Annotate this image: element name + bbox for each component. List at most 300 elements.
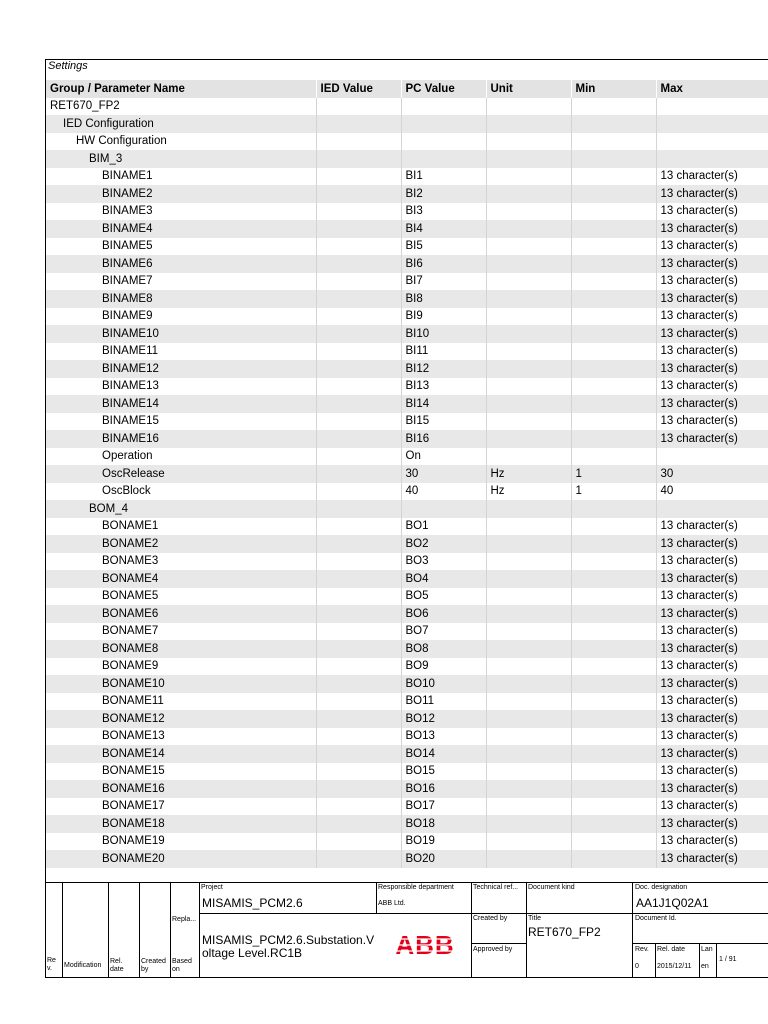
unit-cell (486, 430, 571, 448)
param-name-cell: BONAME12 (46, 710, 316, 728)
param-name-cell: BINAME4 (46, 220, 316, 238)
ied-value-cell (316, 343, 401, 361)
ied-value-cell (316, 605, 401, 623)
document-id-label: Document Id. (635, 915, 677, 922)
max-cell: 13 character(s) (656, 255, 768, 273)
max-cell: 13 character(s) (656, 640, 768, 658)
pc-value-cell: BO14 (401, 745, 486, 763)
min-cell (571, 588, 656, 606)
table-row (46, 360, 768, 378)
unit-cell (486, 588, 571, 606)
param-name-cell: IED Configuration (46, 115, 316, 133)
max-cell: 13 character(s) (660, 205, 738, 218)
max-cell: 13 character(s) (660, 240, 738, 253)
max-cell: 13 character(s) (660, 765, 738, 778)
unit-cell (486, 98, 571, 116)
min-cell (571, 308, 656, 326)
param-name-cell: BINAME14 (46, 395, 316, 413)
pc-value-cell (401, 98, 486, 116)
rel-date-value: 2015/12/11 (657, 963, 692, 970)
table-row (46, 623, 768, 641)
param-name-cell: BINAME16 (46, 430, 316, 448)
col-header-pc-value: PC Value (401, 80, 486, 98)
min-cell (571, 605, 656, 623)
pc-value-cell: BO4 (401, 570, 486, 588)
table-row (46, 115, 768, 133)
table-row (46, 588, 768, 606)
col-created-by-label: Created by (141, 958, 166, 973)
max-cell: 13 character(s) (660, 275, 738, 288)
min-cell (571, 325, 656, 343)
min-cell (571, 763, 656, 781)
ied-value-cell (316, 728, 401, 746)
unit-cell (486, 710, 571, 728)
max-cell: 13 character(s) (660, 590, 738, 603)
pc-value-cell: 30 (401, 465, 486, 483)
ied-value-cell (316, 675, 401, 693)
table-row (46, 728, 768, 746)
col-header-max: Max (656, 80, 768, 98)
unit-cell (486, 745, 571, 763)
max-cell (656, 500, 768, 518)
table-row (46, 98, 768, 116)
min-cell (571, 203, 656, 221)
max-cell: 13 character(s) (656, 220, 768, 238)
param-name-cell: BINAME8 (46, 290, 316, 308)
param-name-cell: BINAME10 (46, 325, 316, 343)
min-cell (571, 693, 656, 711)
param-name-cell: BONAME20 (46, 850, 316, 868)
ied-value-cell (316, 833, 401, 851)
pc-value-cell: BO11 (401, 693, 486, 711)
unit-cell (486, 308, 571, 326)
pc-value-cell: BI16 (401, 430, 486, 448)
max-cell (656, 133, 768, 151)
ied-value-cell (316, 98, 401, 116)
param-name-cell: BONAME10 (46, 675, 316, 693)
max-cell: 13 character(s) (660, 800, 738, 813)
min-cell (571, 728, 656, 746)
ied-value-cell (316, 570, 401, 588)
title-label: Title (528, 915, 541, 922)
min-cell (571, 98, 656, 116)
ied-value-cell (316, 430, 401, 448)
doc-designation-label: Doc. designation (635, 884, 688, 891)
pc-value-cell: BO2 (401, 535, 486, 553)
param-name-cell: BONAME1 (46, 518, 316, 536)
pc-value-cell: BI6 (401, 255, 486, 273)
table-row (46, 763, 768, 781)
min-cell (571, 220, 656, 238)
table-row (46, 570, 768, 588)
unit-cell (486, 675, 571, 693)
table-row (46, 500, 768, 518)
table-row (46, 378, 768, 396)
col-header-ied-value: IED Value (316, 80, 401, 98)
col-header-min: Min (571, 80, 656, 98)
table-row (46, 203, 768, 221)
unit-cell (486, 500, 571, 518)
min-cell (571, 798, 656, 816)
min-cell (571, 553, 656, 571)
param-name-cell: BINAME5 (46, 238, 316, 256)
min-cell (571, 185, 656, 203)
min-cell (571, 290, 656, 308)
pc-value-cell: BO8 (401, 640, 486, 658)
min-cell (571, 238, 656, 256)
unit-cell (486, 728, 571, 746)
max-cell: 13 character(s) (656, 570, 768, 588)
param-name-cell: BINAME2 (46, 185, 316, 203)
max-cell: 13 character(s) (660, 415, 738, 428)
min-cell (571, 115, 656, 133)
unit-cell (486, 693, 571, 711)
unit-cell (486, 115, 571, 133)
max-cell: 13 character(s) (656, 325, 768, 343)
table-row (46, 220, 768, 238)
pc-value-cell: BI11 (401, 343, 486, 361)
created-by-label: Created by (473, 915, 508, 922)
project-value: MISAMIS_PCM2.6 (202, 896, 303, 910)
table-row (46, 325, 768, 343)
ied-value-cell (316, 518, 401, 536)
pc-value-cell: BO3 (401, 553, 486, 571)
max-cell (656, 98, 768, 116)
table-row (46, 605, 768, 623)
max-cell: 13 character(s) (656, 850, 768, 868)
table-row (46, 850, 768, 868)
max-cell: 13 character(s) (656, 290, 768, 308)
ied-value-cell (316, 500, 401, 518)
pc-value-cell: BO10 (401, 675, 486, 693)
param-name-cell: BONAME11 (46, 693, 316, 711)
max-cell: 13 character(s) (656, 780, 768, 798)
param-name-cell: BINAME15 (46, 413, 316, 431)
unit-cell (486, 518, 571, 536)
min-cell (571, 570, 656, 588)
unit-cell: Hz (486, 483, 571, 501)
ied-value-cell (316, 553, 401, 571)
max-cell: 13 character(s) (656, 185, 768, 203)
pc-value-cell: BO5 (401, 588, 486, 606)
description-value: MISAMIS_PCM2.6.Substation.Voltage Level.RC1B (202, 933, 375, 960)
min-cell (571, 640, 656, 658)
pc-value-cell: BI9 (401, 308, 486, 326)
param-name-cell: BINAME3 (46, 203, 316, 221)
max-cell: 13 character(s) (656, 675, 768, 693)
unit-cell (486, 238, 571, 256)
table-row (46, 133, 768, 151)
max-cell: 13 character(s) (656, 605, 768, 623)
unit-cell (486, 360, 571, 378)
table-row (46, 640, 768, 658)
param-name-cell: BONAME9 (46, 658, 316, 676)
max-cell: 13 character(s) (656, 360, 768, 378)
max-cell: 13 character(s) (660, 730, 738, 743)
param-name-cell: BONAME2 (46, 535, 316, 553)
abb-logo-text: ABB (395, 930, 455, 960)
table-row (46, 553, 768, 571)
unit-cell (486, 833, 571, 851)
pc-value-cell: BO6 (401, 605, 486, 623)
max-cell: 13 character(s) (656, 815, 768, 833)
approved-by-label: Approved by (473, 946, 513, 953)
pc-value-cell (401, 500, 486, 518)
pc-value-cell: BO13 (401, 728, 486, 746)
ied-value-cell (316, 710, 401, 728)
table-row (46, 465, 768, 483)
table-row (46, 815, 768, 833)
unit-cell (486, 798, 571, 816)
unit-cell (486, 413, 571, 431)
unit-cell (486, 658, 571, 676)
table-row (46, 273, 768, 291)
max-cell: 13 character(s) (656, 395, 768, 413)
max-cell: 13 character(s) (656, 430, 768, 448)
pc-value-cell: BI10 (401, 325, 486, 343)
language-label: Lan (701, 946, 713, 953)
unit-cell (486, 535, 571, 553)
unit-cell (486, 448, 571, 466)
ied-value-cell (316, 378, 401, 396)
unit-cell (486, 220, 571, 238)
unit-cell (486, 203, 571, 221)
min-cell (571, 658, 656, 676)
unit-cell (486, 273, 571, 291)
ied-value-cell (316, 640, 401, 658)
responsible-department-value: ABB Ltd. (378, 900, 406, 907)
min-cell (571, 815, 656, 833)
col-rel-date-label: Rel. date (110, 958, 124, 973)
rev-label: Rev. (635, 946, 649, 953)
pc-value-cell: BI7 (401, 273, 486, 291)
min-cell (571, 500, 656, 518)
unit-cell (486, 133, 571, 151)
col-header-unit: Unit (486, 80, 571, 98)
pc-value-cell: BO20 (401, 850, 486, 868)
max-cell: 13 character(s) (660, 520, 738, 533)
ied-value-cell (316, 325, 401, 343)
ied-value-cell (316, 798, 401, 816)
pc-value-cell: BI12 (401, 360, 486, 378)
ied-value-cell (316, 220, 401, 238)
table-row (46, 413, 768, 431)
unit-cell (486, 343, 571, 361)
max-cell: 30 (656, 465, 768, 483)
max-cell: 40 (660, 485, 674, 498)
unit-cell (486, 763, 571, 781)
pc-value-cell: BI15 (401, 413, 486, 431)
ied-value-cell (316, 815, 401, 833)
ied-value-cell (316, 623, 401, 641)
ied-value-cell (316, 133, 401, 151)
param-name-cell: BONAME17 (46, 798, 316, 816)
unit-cell (486, 640, 571, 658)
param-name-cell: OscBlock (46, 483, 316, 501)
document-kind-label: Document kind (528, 884, 575, 891)
min-cell: 1 (571, 483, 656, 501)
pc-value-cell: BO12 (401, 710, 486, 728)
max-cell: 13 character(s) (660, 380, 738, 393)
table-row (46, 168, 768, 186)
ied-value-cell (316, 185, 401, 203)
col-header-name: Group / Parameter Name (46, 80, 316, 98)
table-row (46, 308, 768, 326)
ied-value-cell (316, 483, 401, 501)
technical-ref-label: Technical ref... (473, 884, 519, 891)
min-cell (571, 255, 656, 273)
min-cell (571, 273, 656, 291)
max-cell (656, 115, 768, 133)
min-cell (571, 833, 656, 851)
param-name-cell: BONAME13 (46, 728, 316, 746)
unit-cell (486, 378, 571, 396)
param-name-cell: BINAME9 (46, 308, 316, 326)
replaces-label: Repla... (172, 916, 197, 923)
responsible-department-label: Responsible department (378, 884, 454, 891)
min-cell (571, 710, 656, 728)
table-row (46, 780, 768, 798)
ied-value-cell (316, 535, 401, 553)
param-name-cell: BONAME14 (46, 745, 316, 763)
ied-value-cell (316, 693, 401, 711)
pc-value-cell: BI13 (401, 378, 486, 396)
unit-cell (486, 780, 571, 798)
parameter-table (46, 80, 768, 868)
pc-value-cell: BI14 (401, 395, 486, 413)
max-cell: 13 character(s) (656, 745, 768, 763)
min-cell (571, 378, 656, 396)
table-header-row (46, 80, 768, 98)
unit-cell (486, 290, 571, 308)
table-row (46, 448, 768, 466)
param-name-cell: BONAME18 (46, 815, 316, 833)
min-cell (571, 430, 656, 448)
min-cell (571, 413, 656, 431)
pc-value-cell: BI3 (401, 203, 486, 221)
max-cell: 13 character(s) (660, 310, 738, 323)
ied-value-cell (316, 168, 401, 186)
param-name-cell: BINAME13 (46, 378, 316, 396)
pc-value-cell: BI8 (401, 290, 486, 308)
table-row (46, 658, 768, 676)
table-row (46, 430, 768, 448)
param-name-cell: BONAME5 (46, 588, 316, 606)
param-name-cell: BONAME16 (46, 780, 316, 798)
rel-date-label: Rel. date (657, 946, 686, 953)
ied-value-cell (316, 395, 401, 413)
ied-value-cell (316, 115, 401, 133)
unit-cell (486, 815, 571, 833)
unit-cell (486, 150, 571, 168)
max-cell: 13 character(s) (660, 695, 738, 708)
param-name-cell: Operation (46, 448, 316, 466)
language-value: en (701, 963, 709, 970)
table-row (46, 255, 768, 273)
ied-value-cell (316, 745, 401, 763)
pc-value-cell (401, 115, 486, 133)
col-modification-label: Modification (64, 962, 102, 969)
param-name-cell: BINAME6 (46, 255, 316, 273)
table-row (46, 483, 768, 501)
unit-cell (486, 395, 571, 413)
min-cell (571, 360, 656, 378)
unit-cell (486, 570, 571, 588)
pc-value-cell: BO16 (401, 780, 486, 798)
min-cell (571, 395, 656, 413)
pc-value-cell: BI4 (401, 220, 486, 238)
param-name-cell: BINAME7 (46, 273, 316, 291)
ied-value-cell (316, 238, 401, 256)
min-cell (571, 448, 656, 466)
rev-value: 0 (635, 963, 639, 970)
unit-cell: Hz (486, 465, 571, 483)
param-name-cell: HW Configuration (46, 133, 316, 151)
unit-cell (486, 623, 571, 641)
min-cell (571, 343, 656, 361)
doc-designation-value: AA1J1Q02A1 (636, 896, 709, 910)
unit-cell (486, 605, 571, 623)
table-row (46, 290, 768, 308)
param-name-cell: RET670_FP2 (46, 98, 316, 116)
ied-value-cell (316, 465, 401, 483)
pc-value-cell: BO7 (401, 623, 486, 641)
page-number: 1 / 91 (719, 956, 737, 963)
pc-value-cell: BI2 (401, 185, 486, 203)
table-row (46, 395, 768, 413)
param-name-cell: BINAME11 (46, 343, 316, 361)
min-cell (571, 850, 656, 868)
param-name-cell: BONAME19 (46, 833, 316, 851)
title-value: RET670_FP2 (528, 925, 601, 939)
max-cell (656, 448, 768, 466)
pc-value-cell: BO19 (401, 833, 486, 851)
max-cell: 13 character(s) (660, 345, 738, 358)
unit-cell (486, 850, 571, 868)
pc-value-cell: BO1 (401, 518, 486, 536)
max-cell: 13 character(s) (660, 625, 738, 638)
ied-value-cell (316, 658, 401, 676)
ied-value-cell (316, 850, 401, 868)
table-row (46, 745, 768, 763)
ied-value-cell (316, 150, 401, 168)
param-name-cell: OscRelease (46, 465, 316, 483)
min-cell (571, 535, 656, 553)
min-cell (571, 623, 656, 641)
col-rev-label: Re v. (47, 957, 56, 972)
param-name-cell: BONAME3 (46, 553, 316, 571)
min-cell (571, 780, 656, 798)
max-cell: 13 character(s) (660, 555, 738, 568)
pc-value-cell: BO18 (401, 815, 486, 833)
param-name-cell: BONAME4 (46, 570, 316, 588)
ied-value-cell (316, 588, 401, 606)
ied-value-cell (316, 290, 401, 308)
ied-value-cell (316, 203, 401, 221)
pc-value-cell: BO15 (401, 763, 486, 781)
table-row (46, 535, 768, 553)
table-row (46, 693, 768, 711)
ied-value-cell (316, 448, 401, 466)
pc-value-cell: On (401, 448, 486, 466)
min-cell (571, 150, 656, 168)
unit-cell (486, 325, 571, 343)
unit-cell (486, 168, 571, 186)
ied-value-cell (316, 360, 401, 378)
param-name-cell: BIM_3 (46, 150, 316, 168)
param-name-cell: BINAME12 (46, 360, 316, 378)
param-name-cell: BOM_4 (46, 500, 316, 518)
